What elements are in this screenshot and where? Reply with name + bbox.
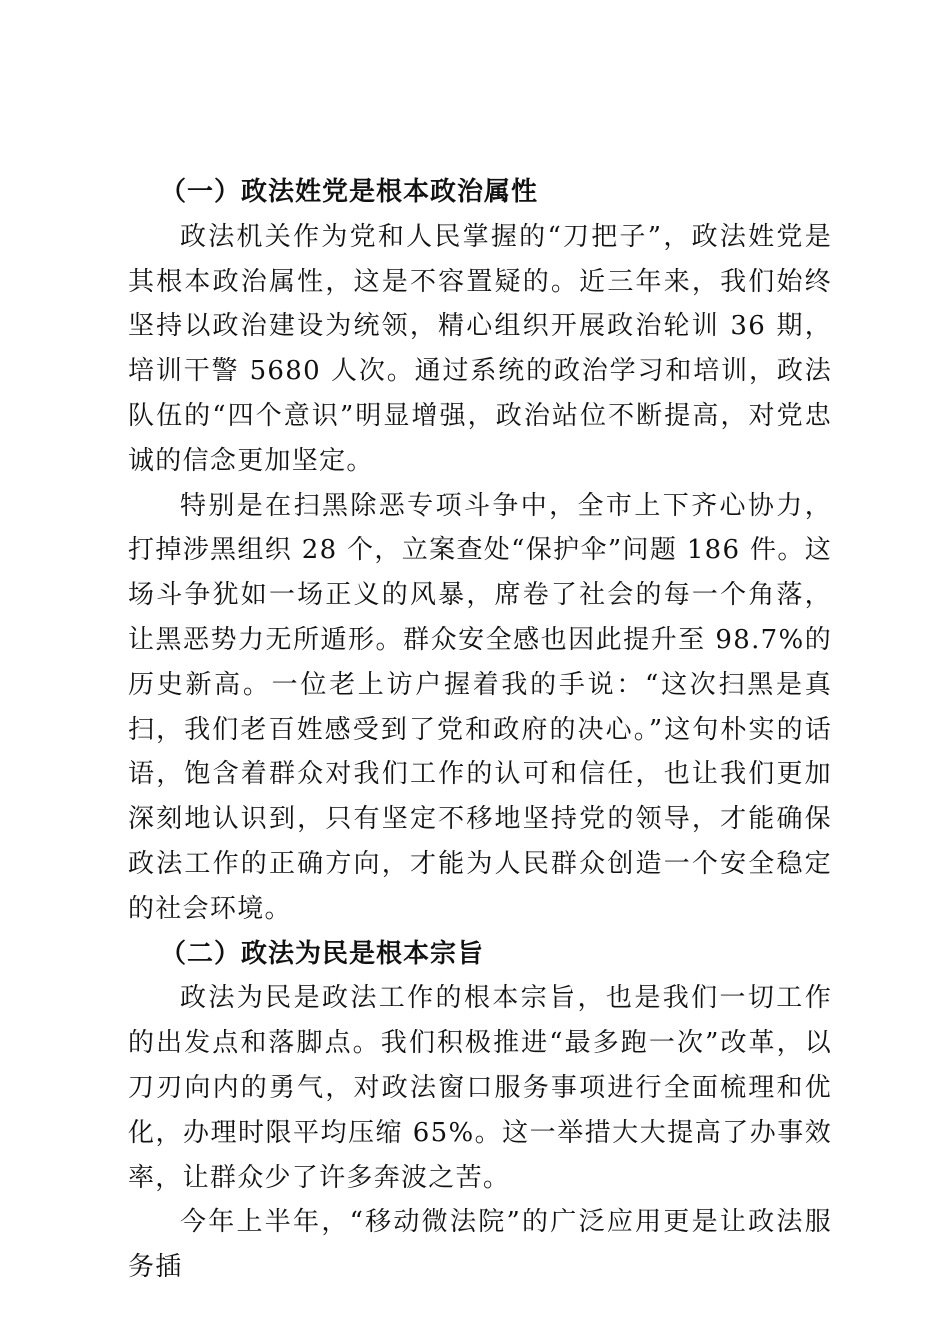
paragraph-1: 政法机关作为党和人民掌握的“刀把子”，政法姓党是其根本政治属性，这是不容置疑的。近三年来，我们始终坚持以政治建设为统领，精心组织开展政治轮训 36 期，培训干警 5680 人次。通过系统的政治学习和培训，政法队伍的“四个意识”明显增强，政治站位不断提高，对党忠诚的信念更加坚定。 — [128, 221, 832, 476]
document-body — [128, 170, 832, 1290]
paragraph-4: 今年上半年，“移动微法院”的广泛应用更是让政法服务插 — [128, 1207, 832, 1283]
section-heading-1: （一）政法姓党是根本政治属性 — [160, 177, 539, 207]
paragraph-3: 政法为民是政法工作的根本宗旨，也是我们一切工作的出发点和落脚点。我们积极推进“最多跑一次”改革，以刀刃向内的勇气，对政法窗口服务事项进行全面梳理和优化，办理时限平均压缩 65%。这一举措大大提高了办事效率，让群众少了许多奔波之苦。 — [128, 983, 832, 1193]
section-heading-2: （二）政法为民是根本宗旨 — [160, 938, 485, 969]
paragraph-2: 特别是在扫黑除恶专项斗争中，全市上下齐心协力，打掉涉黑组织 28 个，立案查处“保护伞”问题 186 件。这场斗争犹如一场正义的风暴，席卷了社会的每一个角落，让黑恶势力无所遁形。群众安全感也因此提升至 98.7%的历史新高。一位老上访户握着我的手说：“这次扫黑是真扫，我们老百姓感受到了党和政府的决心。”这句朴实的话语，饱含着群众对我们工作的认可和信任，也让我们更加深刻地认识到，只有坚定不移地坚持党的领导，才能确保政法工作的正确方向，才能为人民群众创造一个安全稳定的社会环境。 — [128, 490, 832, 924]
